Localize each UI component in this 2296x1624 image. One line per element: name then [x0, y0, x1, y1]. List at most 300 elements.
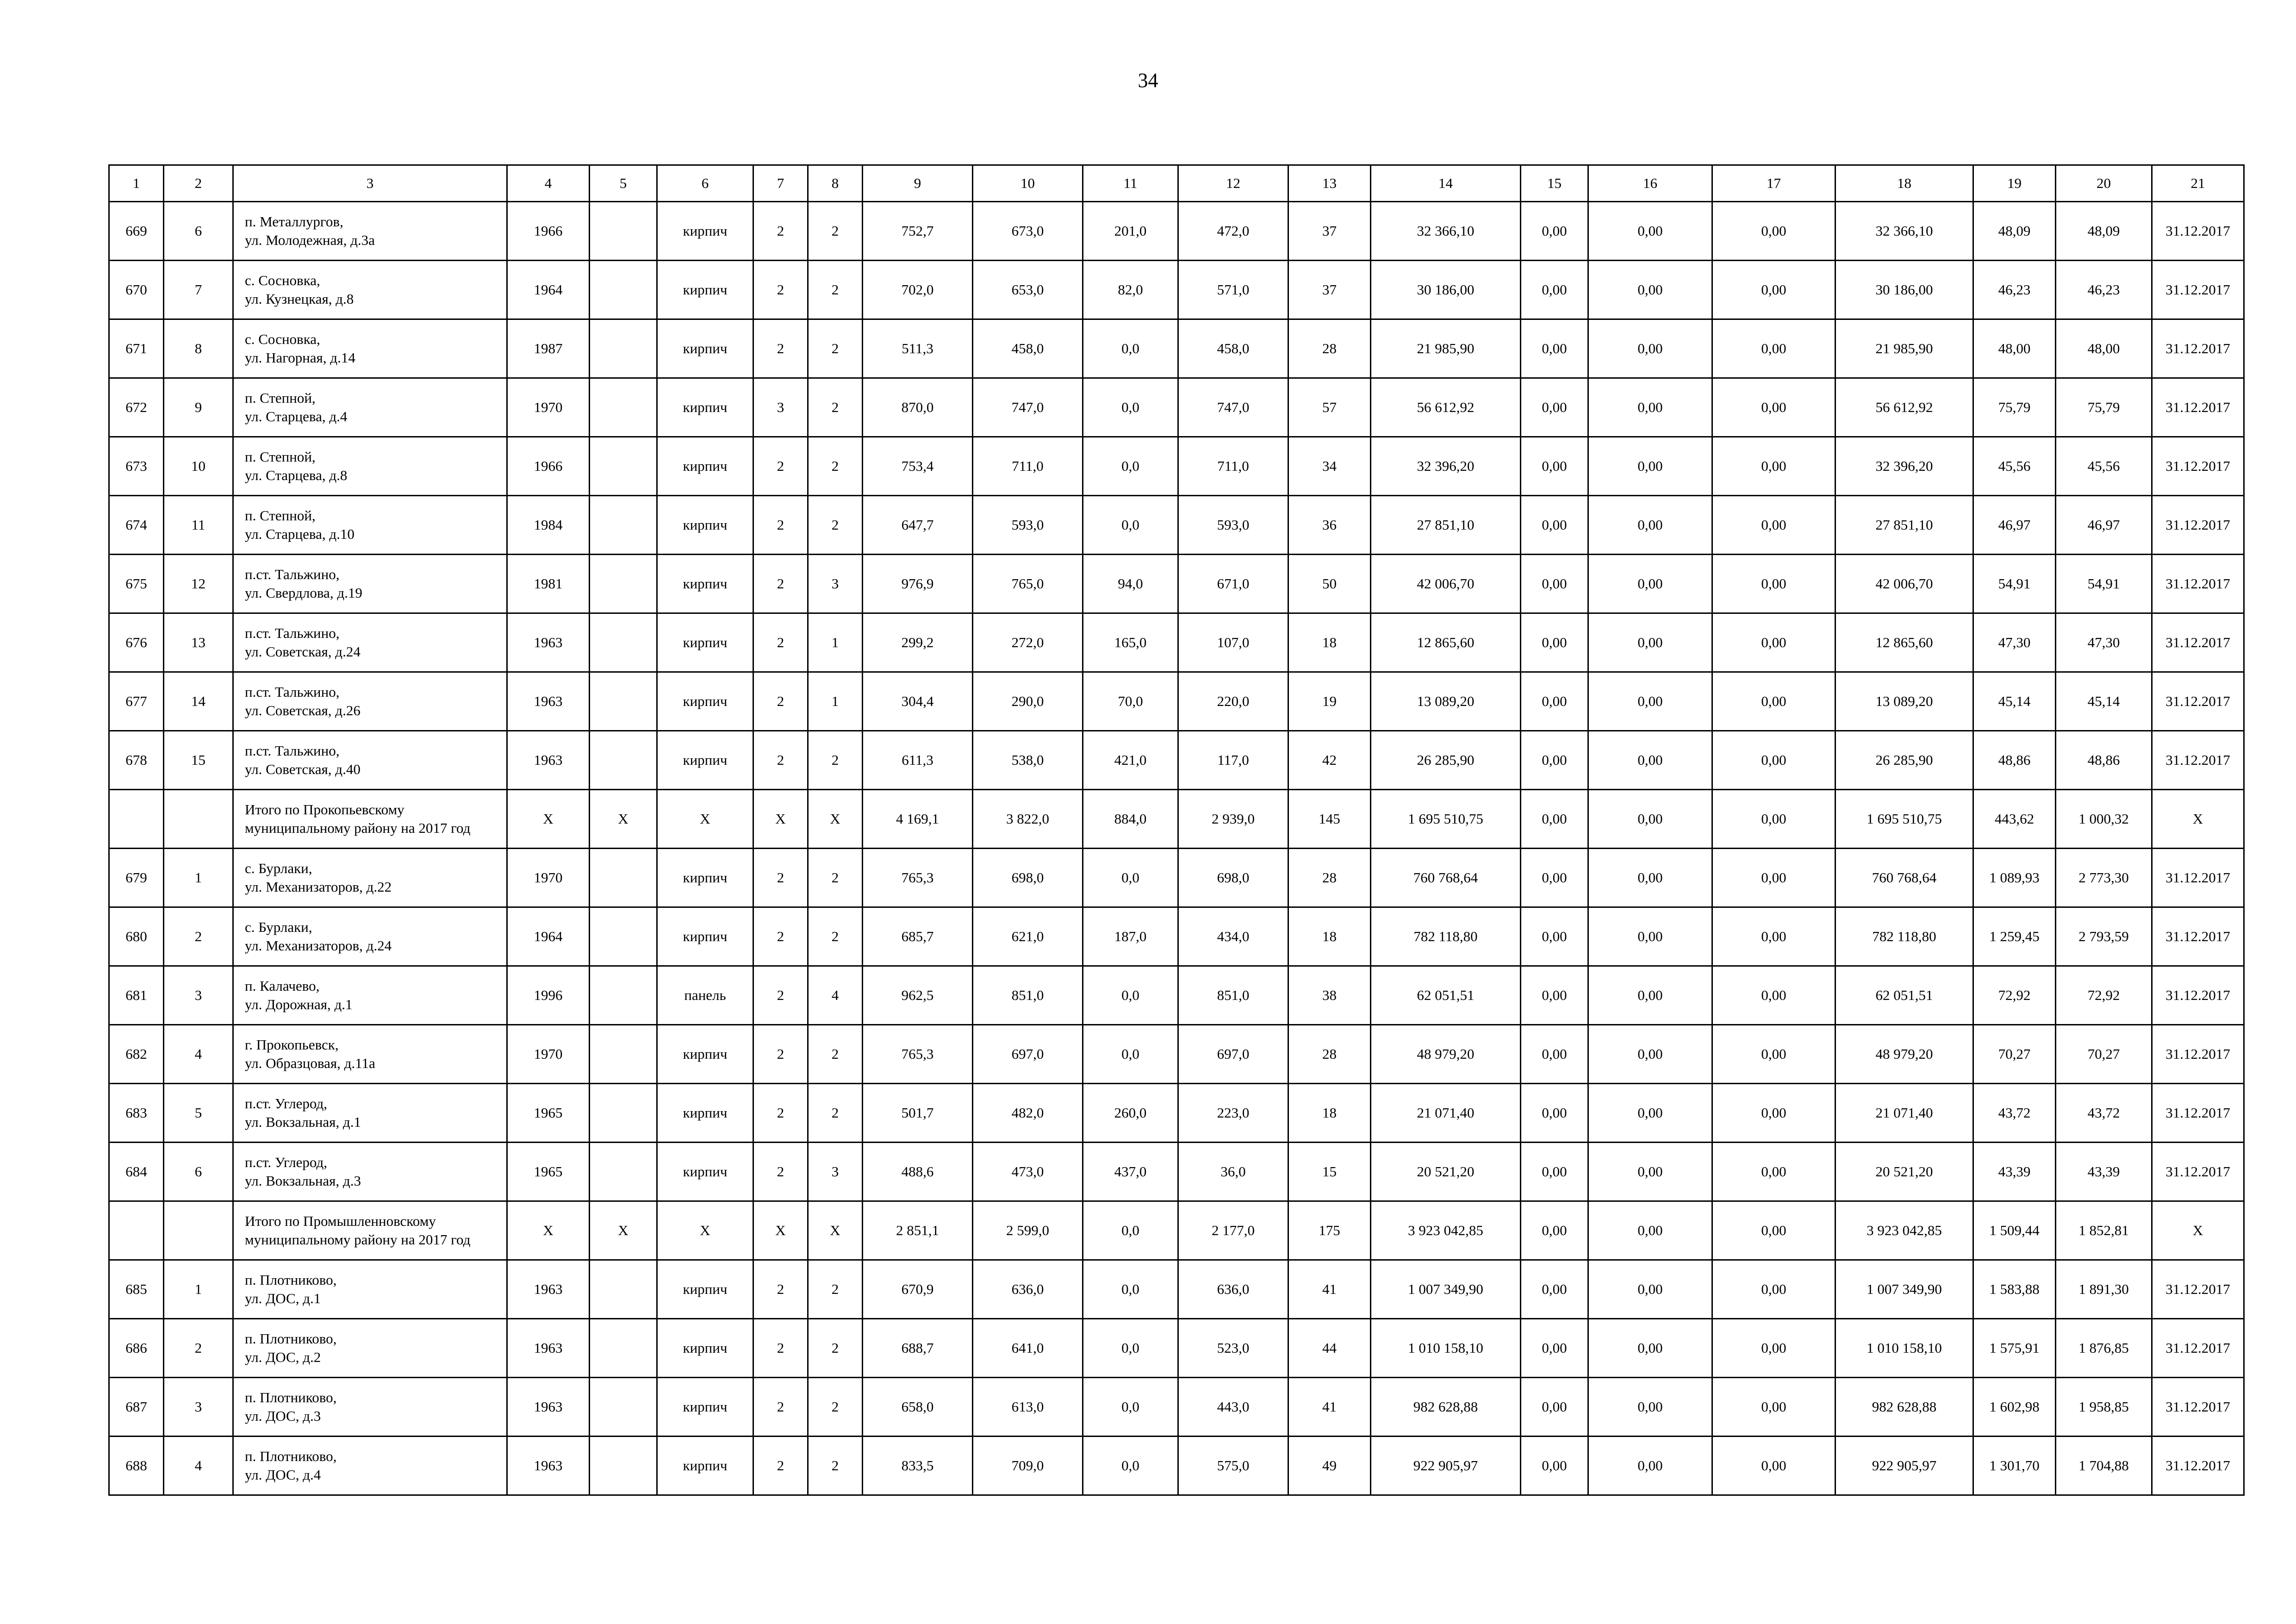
- cell-col-18: 782 118,80: [1836, 907, 1973, 966]
- cell-col-20: 46,97: [2056, 496, 2152, 555]
- cell-col-7: 2: [753, 966, 808, 1025]
- cell-col-10: 473,0: [973, 1143, 1083, 1201]
- address-cell: [233, 378, 507, 437]
- cell-col-1: 673: [109, 437, 164, 496]
- address-locality: п.ст. Тальжино,: [245, 684, 340, 700]
- address-street: ул. ДОС, д.2: [245, 1349, 321, 1365]
- address-locality: п. Плотниково,: [245, 1272, 337, 1288]
- cell-col-6: кирпич: [657, 672, 753, 731]
- cell-col-2: [164, 790, 233, 849]
- cell-col-5: X: [590, 1201, 657, 1260]
- cell-col-12: 698,0: [1178, 849, 1288, 907]
- address-cell: [233, 1025, 507, 1084]
- cell-col-17: 0,00: [1712, 849, 1836, 907]
- cell-col-11: 165,0: [1083, 613, 1178, 672]
- cell-col-7: 2: [753, 1378, 808, 1437]
- cell-col-16: 0,00: [1588, 672, 1712, 731]
- cell-col-13: 19: [1288, 672, 1371, 731]
- address-street: ул. Старцева, д.8: [245, 467, 348, 483]
- cell-col-2: 7: [164, 261, 233, 319]
- cell-col-12: 223,0: [1178, 1084, 1288, 1143]
- address-cell: [233, 1319, 507, 1378]
- address-locality: п. Плотниково,: [245, 1389, 337, 1405]
- cell-col-18: 3 923 042,85: [1836, 1201, 1973, 1260]
- cell-col-1: 688: [109, 1437, 164, 1495]
- cell-col-21: 31.12.2017: [2152, 966, 2244, 1025]
- cell-col-9: 511,3: [863, 319, 973, 378]
- cell-col-1: 683: [109, 1084, 164, 1143]
- cell-col-16: 0,00: [1588, 437, 1712, 496]
- cell-col-9: 833,5: [863, 1437, 973, 1495]
- cell-col-10: 593,0: [973, 496, 1083, 555]
- cell-col-15: 0,00: [1521, 672, 1588, 731]
- address-cell: [233, 672, 507, 731]
- cell-col-20: 1 852,81: [2056, 1201, 2152, 1260]
- cell-col-8: 2: [808, 907, 863, 966]
- cell-col-14: 760 768,64: [1371, 849, 1521, 907]
- cell-col-14: 48 979,20: [1371, 1025, 1521, 1084]
- cell-col-2: 6: [164, 202, 233, 261]
- cell-col-7: 2: [753, 1025, 808, 1084]
- column-number-17: 17: [1712, 165, 1836, 202]
- cell-col-17: 0,00: [1712, 613, 1836, 672]
- cell-col-15: 0,00: [1521, 1319, 1588, 1378]
- address-cell: [233, 319, 507, 378]
- cell-col-13: 28: [1288, 1025, 1371, 1084]
- cell-col-15: 0,00: [1521, 1084, 1588, 1143]
- cell-col-7: 2: [753, 202, 808, 261]
- address-street: ул. ДОС, д.3: [245, 1408, 321, 1424]
- address-street: муниципальному району на 2017 год: [245, 820, 471, 836]
- cell-col-15: 0,00: [1521, 966, 1588, 1025]
- cell-col-1: 679: [109, 849, 164, 907]
- cell-col-20: 1 000,32: [2056, 790, 2152, 849]
- cell-col-1: 670: [109, 261, 164, 319]
- cell-col-5: X: [590, 790, 657, 849]
- address-locality: п.ст. Углерод,: [245, 1154, 328, 1170]
- cell-col-15: 0,00: [1521, 613, 1588, 672]
- cell-col-11: 0,0: [1083, 437, 1178, 496]
- cell-col-17: 0,00: [1712, 1025, 1836, 1084]
- cell-col-14: 1 007 349,90: [1371, 1260, 1521, 1319]
- cell-col-7: 2: [753, 496, 808, 555]
- cell-col-1: 675: [109, 555, 164, 613]
- table-row: [109, 849, 2244, 907]
- cell-col-9: 299,2: [863, 613, 973, 672]
- cell-col-10: 613,0: [973, 1378, 1083, 1437]
- cell-col-16: 0,00: [1588, 790, 1712, 849]
- cell-col-14: 27 851,10: [1371, 496, 1521, 555]
- cell-col-1: 672: [109, 378, 164, 437]
- cell-col-19: 75,79: [1973, 378, 2056, 437]
- cell-col-6: кирпич: [657, 496, 753, 555]
- cell-col-6: X: [657, 790, 753, 849]
- address-street: ул. Советская, д.24: [245, 643, 361, 660]
- cell-col-18: 20 521,20: [1836, 1143, 1973, 1201]
- cell-col-13: 145: [1288, 790, 1371, 849]
- cell-col-15: 0,00: [1521, 437, 1588, 496]
- address-cell: [233, 1437, 507, 1495]
- cell-col-5: [590, 966, 657, 1025]
- cell-col-2: 4: [164, 1025, 233, 1084]
- table-row: [109, 1143, 2244, 1201]
- cell-col-7: 3: [753, 378, 808, 437]
- cell-col-5: [590, 672, 657, 731]
- cell-col-20: 45,14: [2056, 672, 2152, 731]
- cell-col-2: 14: [164, 672, 233, 731]
- address-locality: п. Степной,: [245, 507, 316, 524]
- column-number-19: 19: [1973, 165, 2056, 202]
- page-number: 34: [1138, 69, 1158, 92]
- cell-col-8: 2: [808, 731, 863, 790]
- cell-col-13: 42: [1288, 731, 1371, 790]
- cell-col-4: 1964: [507, 261, 590, 319]
- cell-col-14: 32 396,20: [1371, 437, 1521, 496]
- cell-col-17: 0,00: [1712, 966, 1836, 1025]
- cell-col-14: 20 521,20: [1371, 1143, 1521, 1201]
- cell-col-2: 8: [164, 319, 233, 378]
- cell-col-21: 31.12.2017: [2152, 319, 2244, 378]
- cell-col-12: 636,0: [1178, 1260, 1288, 1319]
- cell-col-13: 41: [1288, 1260, 1371, 1319]
- cell-col-14: 42 006,70: [1371, 555, 1521, 613]
- cell-col-4: 1963: [507, 1378, 590, 1437]
- cell-col-20: 2 773,30: [2056, 849, 2152, 907]
- cell-col-20: 48,00: [2056, 319, 2152, 378]
- cell-col-4: X: [507, 1201, 590, 1260]
- cell-col-14: 26 285,90: [1371, 731, 1521, 790]
- address-cell: [233, 731, 507, 790]
- cell-col-8: X: [808, 1201, 863, 1260]
- cell-col-13: 28: [1288, 849, 1371, 907]
- cell-col-19: 72,92: [1973, 966, 2056, 1025]
- column-number-4: 4: [507, 165, 590, 202]
- column-number-9: 9: [863, 165, 973, 202]
- cell-col-6: кирпич: [657, 319, 753, 378]
- column-number-2: 2: [164, 165, 233, 202]
- cell-col-15: 0,00: [1521, 319, 1588, 378]
- cell-col-1: 686: [109, 1319, 164, 1378]
- cell-col-5: [590, 1084, 657, 1143]
- cell-col-8: 2: [808, 261, 863, 319]
- cell-col-7: X: [753, 790, 808, 849]
- cell-col-1: 674: [109, 496, 164, 555]
- cell-col-12: 117,0: [1178, 731, 1288, 790]
- cell-col-16: 0,00: [1588, 555, 1712, 613]
- cell-col-4: 1965: [507, 1143, 590, 1201]
- cell-col-9: 488,6: [863, 1143, 973, 1201]
- cell-col-5: [590, 907, 657, 966]
- cell-col-19: 45,14: [1973, 672, 2056, 731]
- cell-col-15: 0,00: [1521, 849, 1588, 907]
- cell-col-11: 0,0: [1083, 319, 1178, 378]
- cell-col-5: [590, 1378, 657, 1437]
- cell-col-14: 32 366,10: [1371, 202, 1521, 261]
- cell-col-2: 2: [164, 907, 233, 966]
- column-number-5: 5: [590, 165, 657, 202]
- table-row: [109, 261, 2244, 319]
- cell-col-11: 884,0: [1083, 790, 1178, 849]
- cell-col-2: 5: [164, 1084, 233, 1143]
- cell-col-12: 671,0: [1178, 555, 1288, 613]
- cell-col-12: 107,0: [1178, 613, 1288, 672]
- table-row: [109, 1437, 2244, 1495]
- cell-col-9: 702,0: [863, 261, 973, 319]
- cell-col-2: 3: [164, 966, 233, 1025]
- cell-col-19: 1 089,93: [1973, 849, 2056, 907]
- cell-col-14: 922 905,97: [1371, 1437, 1521, 1495]
- cell-col-18: 32 396,20: [1836, 437, 1973, 496]
- address-cell: [233, 849, 507, 907]
- cell-col-13: 15: [1288, 1143, 1371, 1201]
- cell-col-19: 47,30: [1973, 613, 2056, 672]
- cell-col-15: 0,00: [1521, 731, 1588, 790]
- address-street: ул. Нагорная, д.14: [245, 350, 355, 366]
- address-locality: с. Сосновка,: [245, 272, 320, 288]
- cell-col-2: 11: [164, 496, 233, 555]
- cell-col-13: 38: [1288, 966, 1371, 1025]
- cell-col-21: X: [2152, 790, 2244, 849]
- address-locality: п. Металлургов,: [245, 213, 343, 230]
- cell-col-11: 0,0: [1083, 849, 1178, 907]
- cell-col-18: 1 010 158,10: [1836, 1319, 1973, 1378]
- cell-col-18: 21 985,90: [1836, 319, 1973, 378]
- cell-col-11: 0,0: [1083, 1378, 1178, 1437]
- address-locality: Итого по Промышленновскому: [245, 1213, 436, 1229]
- table-row: [109, 672, 2244, 731]
- cell-col-12: 36,0: [1178, 1143, 1288, 1201]
- cell-col-14: 62 051,51: [1371, 966, 1521, 1025]
- cell-col-1: 676: [109, 613, 164, 672]
- cell-col-5: [590, 319, 657, 378]
- cell-col-5: [590, 1025, 657, 1084]
- cell-col-4: 1963: [507, 731, 590, 790]
- cell-col-12: 2 177,0: [1178, 1201, 1288, 1260]
- cell-col-20: 1 958,85: [2056, 1378, 2152, 1437]
- cell-col-5: [590, 731, 657, 790]
- cell-col-20: 1 891,30: [2056, 1260, 2152, 1319]
- cell-col-12: 220,0: [1178, 672, 1288, 731]
- address-locality: п. Калачево,: [245, 978, 320, 994]
- cell-col-1: 677: [109, 672, 164, 731]
- cell-col-10: 709,0: [973, 1437, 1083, 1495]
- address-street: ул. Образцовая, д.11а: [245, 1055, 375, 1071]
- cell-col-10: 747,0: [973, 378, 1083, 437]
- cell-col-19: 46,97: [1973, 496, 2056, 555]
- cell-col-1: 682: [109, 1025, 164, 1084]
- cell-col-6: кирпич: [657, 437, 753, 496]
- cell-col-16: 0,00: [1588, 1437, 1712, 1495]
- cell-col-14: 982 628,88: [1371, 1378, 1521, 1437]
- cell-col-9: 688,7: [863, 1319, 973, 1378]
- cell-col-18: 30 186,00: [1836, 261, 1973, 319]
- cell-col-4: 1984: [507, 496, 590, 555]
- column-number-8: 8: [808, 165, 863, 202]
- cell-col-10: 2 599,0: [973, 1201, 1083, 1260]
- cell-col-9: 976,9: [863, 555, 973, 613]
- cell-col-18: 12 865,60: [1836, 613, 1973, 672]
- cell-col-5: [590, 496, 657, 555]
- cell-col-7: 2: [753, 1437, 808, 1495]
- cell-col-18: 760 768,64: [1836, 849, 1973, 907]
- cell-col-19: 43,39: [1973, 1143, 2056, 1201]
- cell-col-7: 2: [753, 261, 808, 319]
- cell-col-8: 2: [808, 1025, 863, 1084]
- cell-col-12: 523,0: [1178, 1319, 1288, 1378]
- cell-col-19: 48,00: [1973, 319, 2056, 378]
- address-locality: Итого по Прокопьевскому: [245, 801, 404, 818]
- cell-col-11: 201,0: [1083, 202, 1178, 261]
- cell-col-7: 2: [753, 907, 808, 966]
- column-number-3: 3: [233, 165, 507, 202]
- cell-col-5: [590, 202, 657, 261]
- cell-col-8: 2: [808, 1260, 863, 1319]
- address-cell: [233, 202, 507, 261]
- cell-col-7: 2: [753, 555, 808, 613]
- cell-col-11: 70,0: [1083, 672, 1178, 731]
- cell-col-21: 31.12.2017: [2152, 202, 2244, 261]
- cell-col-1: 681: [109, 966, 164, 1025]
- cell-col-12: 458,0: [1178, 319, 1288, 378]
- table-row-total: [109, 790, 2244, 849]
- cell-col-19: 1 259,45: [1973, 907, 2056, 966]
- cell-col-21: 31.12.2017: [2152, 378, 2244, 437]
- cell-col-9: 752,7: [863, 202, 973, 261]
- cell-col-11: 260,0: [1083, 1084, 1178, 1143]
- cell-col-15: 0,00: [1521, 1143, 1588, 1201]
- cell-col-10: 673,0: [973, 202, 1083, 261]
- cell-col-10: 621,0: [973, 907, 1083, 966]
- address-street: ул. Вокзальная, д.3: [245, 1173, 361, 1189]
- cell-col-16: 0,00: [1588, 907, 1712, 966]
- cell-col-8: 2: [808, 1437, 863, 1495]
- cell-col-1: 685: [109, 1260, 164, 1319]
- cell-col-14: 56 612,92: [1371, 378, 1521, 437]
- cell-col-14: 30 186,00: [1371, 261, 1521, 319]
- cell-col-21: 31.12.2017: [2152, 1378, 2244, 1437]
- cell-col-4: 1965: [507, 1084, 590, 1143]
- address-street: ул. Механизаторов, д.24: [245, 937, 392, 954]
- cell-col-7: 2: [753, 1084, 808, 1143]
- address-street: ул. Механизаторов, д.22: [245, 879, 392, 895]
- cell-col-18: 27 851,10: [1836, 496, 1973, 555]
- address-street: ул. ДОС, д.4: [245, 1467, 321, 1483]
- address-street: ул. Кузнецкая, д.8: [245, 291, 354, 307]
- cell-col-15: 0,00: [1521, 555, 1588, 613]
- cell-col-19: 48,09: [1973, 202, 2056, 261]
- cell-col-9: 765,3: [863, 849, 973, 907]
- cell-col-6: кирпич: [657, 849, 753, 907]
- cell-col-15: 0,00: [1521, 202, 1588, 261]
- cell-col-20: 72,92: [2056, 966, 2152, 1025]
- cell-col-4: 1966: [507, 437, 590, 496]
- address-cell: [233, 555, 507, 613]
- cell-col-20: 75,79: [2056, 378, 2152, 437]
- cell-col-2: 1: [164, 849, 233, 907]
- cell-col-6: X: [657, 1201, 753, 1260]
- cell-col-9: 670,9: [863, 1260, 973, 1319]
- cell-col-12: 434,0: [1178, 907, 1288, 966]
- cell-col-2: 1: [164, 1260, 233, 1319]
- cell-col-10: 851,0: [973, 966, 1083, 1025]
- cell-col-14: 13 089,20: [1371, 672, 1521, 731]
- cell-col-18: 48 979,20: [1836, 1025, 1973, 1084]
- cell-col-6: кирпич: [657, 1260, 753, 1319]
- cell-col-2: 4: [164, 1437, 233, 1495]
- cell-col-18: 13 089,20: [1836, 672, 1973, 731]
- cell-col-10: 482,0: [973, 1084, 1083, 1143]
- cell-col-12: 472,0: [1178, 202, 1288, 261]
- cell-col-16: 0,00: [1588, 849, 1712, 907]
- address-cell: [233, 261, 507, 319]
- table-row: [109, 202, 2244, 261]
- cell-col-1: 684: [109, 1143, 164, 1201]
- cell-col-9: 870,0: [863, 378, 973, 437]
- cell-col-20: 54,91: [2056, 555, 2152, 613]
- cell-col-5: [590, 849, 657, 907]
- housing-register-table: [108, 164, 2245, 1496]
- cell-col-17: 0,00: [1712, 319, 1836, 378]
- column-number-11: 11: [1083, 165, 1178, 202]
- address-locality: п. Степной,: [245, 390, 316, 406]
- cell-col-12: 697,0: [1178, 1025, 1288, 1084]
- column-number-14: 14: [1371, 165, 1521, 202]
- column-number-15: 15: [1521, 165, 1588, 202]
- cell-col-8: 2: [808, 496, 863, 555]
- cell-col-13: 34: [1288, 437, 1371, 496]
- address-street: ул. ДОС, д.1: [245, 1290, 321, 1306]
- cell-col-16: 0,00: [1588, 202, 1712, 261]
- cell-col-21: 31.12.2017: [2152, 849, 2244, 907]
- cell-col-7: 2: [753, 672, 808, 731]
- address-street: ул. Советская, д.40: [245, 761, 361, 777]
- cell-col-6: кирпич: [657, 261, 753, 319]
- cell-col-8: 2: [808, 319, 863, 378]
- cell-col-17: 0,00: [1712, 1084, 1836, 1143]
- cell-col-19: 443,62: [1973, 790, 2056, 849]
- cell-col-13: 44: [1288, 1319, 1371, 1378]
- cell-col-11: 94,0: [1083, 555, 1178, 613]
- cell-col-16: 0,00: [1588, 319, 1712, 378]
- cell-col-13: 37: [1288, 261, 1371, 319]
- address-locality: с. Бурлаки,: [245, 919, 312, 935]
- cell-col-17: 0,00: [1712, 1378, 1836, 1437]
- cell-col-20: 48,86: [2056, 731, 2152, 790]
- cell-col-10: 538,0: [973, 731, 1083, 790]
- address-street: ул. Вокзальная, д.1: [245, 1114, 361, 1130]
- cell-col-11: 437,0: [1083, 1143, 1178, 1201]
- cell-col-4: 1963: [507, 613, 590, 672]
- cell-col-15: 0,00: [1521, 378, 1588, 437]
- cell-col-5: [590, 437, 657, 496]
- cell-col-5: [590, 1437, 657, 1495]
- table-row-total: [109, 1201, 2244, 1260]
- column-number-6: 6: [657, 165, 753, 202]
- cell-col-15: 0,00: [1521, 1201, 1588, 1260]
- cell-col-10: 653,0: [973, 261, 1083, 319]
- cell-col-8: 4: [808, 966, 863, 1025]
- cell-col-20: 48,09: [2056, 202, 2152, 261]
- cell-col-21: 31.12.2017: [2152, 555, 2244, 613]
- cell-col-12: 593,0: [1178, 496, 1288, 555]
- cell-col-8: 1: [808, 672, 863, 731]
- cell-col-17: 0,00: [1712, 731, 1836, 790]
- cell-col-14: 12 865,60: [1371, 613, 1521, 672]
- cell-col-18: 32 366,10: [1836, 202, 1973, 261]
- cell-col-6: кирпич: [657, 1437, 753, 1495]
- cell-col-6: кирпич: [657, 613, 753, 672]
- cell-col-19: 1 509,44: [1973, 1201, 2056, 1260]
